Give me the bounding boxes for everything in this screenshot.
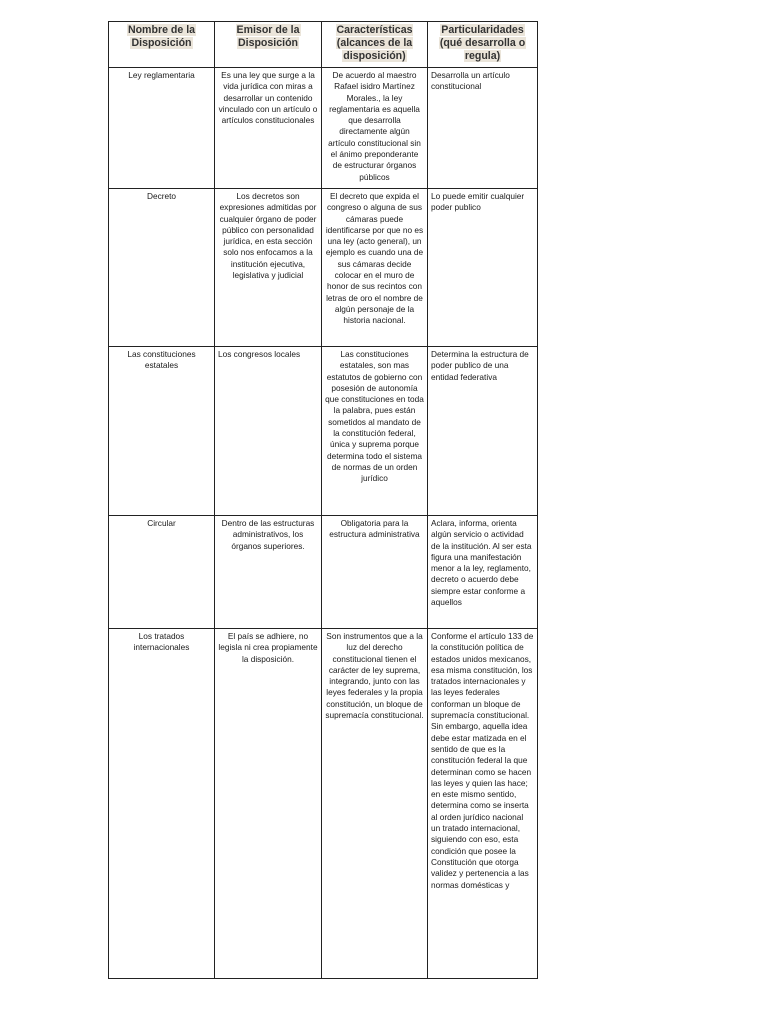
table-row <box>109 516 538 629</box>
table-header-row <box>109 22 538 68</box>
cell-nombre: Las constituciones estatales <box>109 347 215 516</box>
cell-emisor: Dentro de las estructuras administrativos, los órganos superiores. <box>215 516 322 629</box>
cell-emisor: El país se adhiere, no legisla ni crea propiamente la disposición. <box>215 629 322 979</box>
cell-caracteristicas: Obligatoria para la estructura administrativa <box>322 516 428 629</box>
cell-caracteristicas: Las constituciones estatales, son mas estatutos de gobierno con posesión de autonomía que constituciones en toda la palabra, pues están sometidos al mandato de la constitución federal, única y suprema porque determina todo el sistema de normas de un orden jurídico <box>322 347 428 516</box>
header-nombre: Nombre de la Disposición <box>109 22 215 68</box>
disposiciones-table <box>108 21 538 979</box>
table-row <box>109 189 538 347</box>
cell-particularidades: Determina la estructura de poder publico de una entidad federativa <box>428 347 538 516</box>
table-row <box>109 68 538 189</box>
cell-caracteristicas: El decreto que expida el congreso o alguna de sus cámaras puede identificarse por que no es una ley (acto general), un ejemplo es cuando una de sus cámaras decide colocar en el muro de honor de sus recintos con letras de oro el nombre de algún personaje de la historia nacional. <box>322 189 428 347</box>
header-particularidades: Particularidades (qué desarrolla o regula) <box>428 22 538 68</box>
cell-particularidades: Conforme el artículo 133 de la constitución política de estados unidos mexicanos, esa misma constitución, los tratados internacionales y las leyes federales conforman un bloque de supremacía constitucional. Sin embargo, aquella idea debe estar matizada en el sentido de que es la constitución federal la que determinan como se hacen las leyes y quien las hace; en este mismo sentido, determina como se inserta al orden jurídico nacional un tratado internacional, siguiendo con eso, esta condición que posee la Constitución que otorga validez y pertenencia a las normas domésticas y <box>428 629 538 979</box>
cell-particularidades: Desarrolla un artículo constitucional <box>428 68 538 189</box>
cell-caracteristicas: De acuerdo al maestro Rafael isidro Martínez Morales., la ley reglamentaria es aquella que desarrolla directamente algún artículo constitucional sin el ánimo preponderante de estructurar órganos públicos <box>322 68 428 189</box>
cell-caracteristicas: Son instrumentos que a la luz del derecho constitucional tienen el carácter de ley suprema, integrando, junto con las leyes federales y la propia constitución, un bloque de supremacía constitucional. <box>322 629 428 979</box>
header-emisor: Emisor de la Disposición <box>215 22 322 68</box>
cell-emisor: Los congresos locales <box>215 347 322 516</box>
cell-particularidades: Aclara, informa, orienta algún servicio o actividad de la institución. Al ser esta figura una manifestación menor a la ley, reglamento, decreto o acuerdo debe siempre estar conforme a aquellos <box>428 516 538 629</box>
table-row <box>109 629 538 979</box>
cell-nombre: Circular <box>109 516 215 629</box>
cell-particularidades: Lo puede emitir cualquier poder publico <box>428 189 538 347</box>
cell-emisor: Es una ley que surge a la vida jurídica con miras a desarrollar un contenido vinculado con un artículo o artículos constitucionales <box>215 68 322 189</box>
cell-nombre: Los tratados internacionales <box>109 629 215 979</box>
cell-emisor: Los decretos son expresiones admitidas por cualquier órgano de poder público con personalidad jurídica, en esta sección solo nos enfocamos a la institución ejecutiva, legislativa y judicial <box>215 189 322 347</box>
cell-nombre: Decreto <box>109 189 215 347</box>
cell-nombre: Ley reglamentaria <box>109 68 215 189</box>
table-row <box>109 347 538 516</box>
header-caracteristicas: Características (alcances de la disposición) <box>322 22 428 68</box>
